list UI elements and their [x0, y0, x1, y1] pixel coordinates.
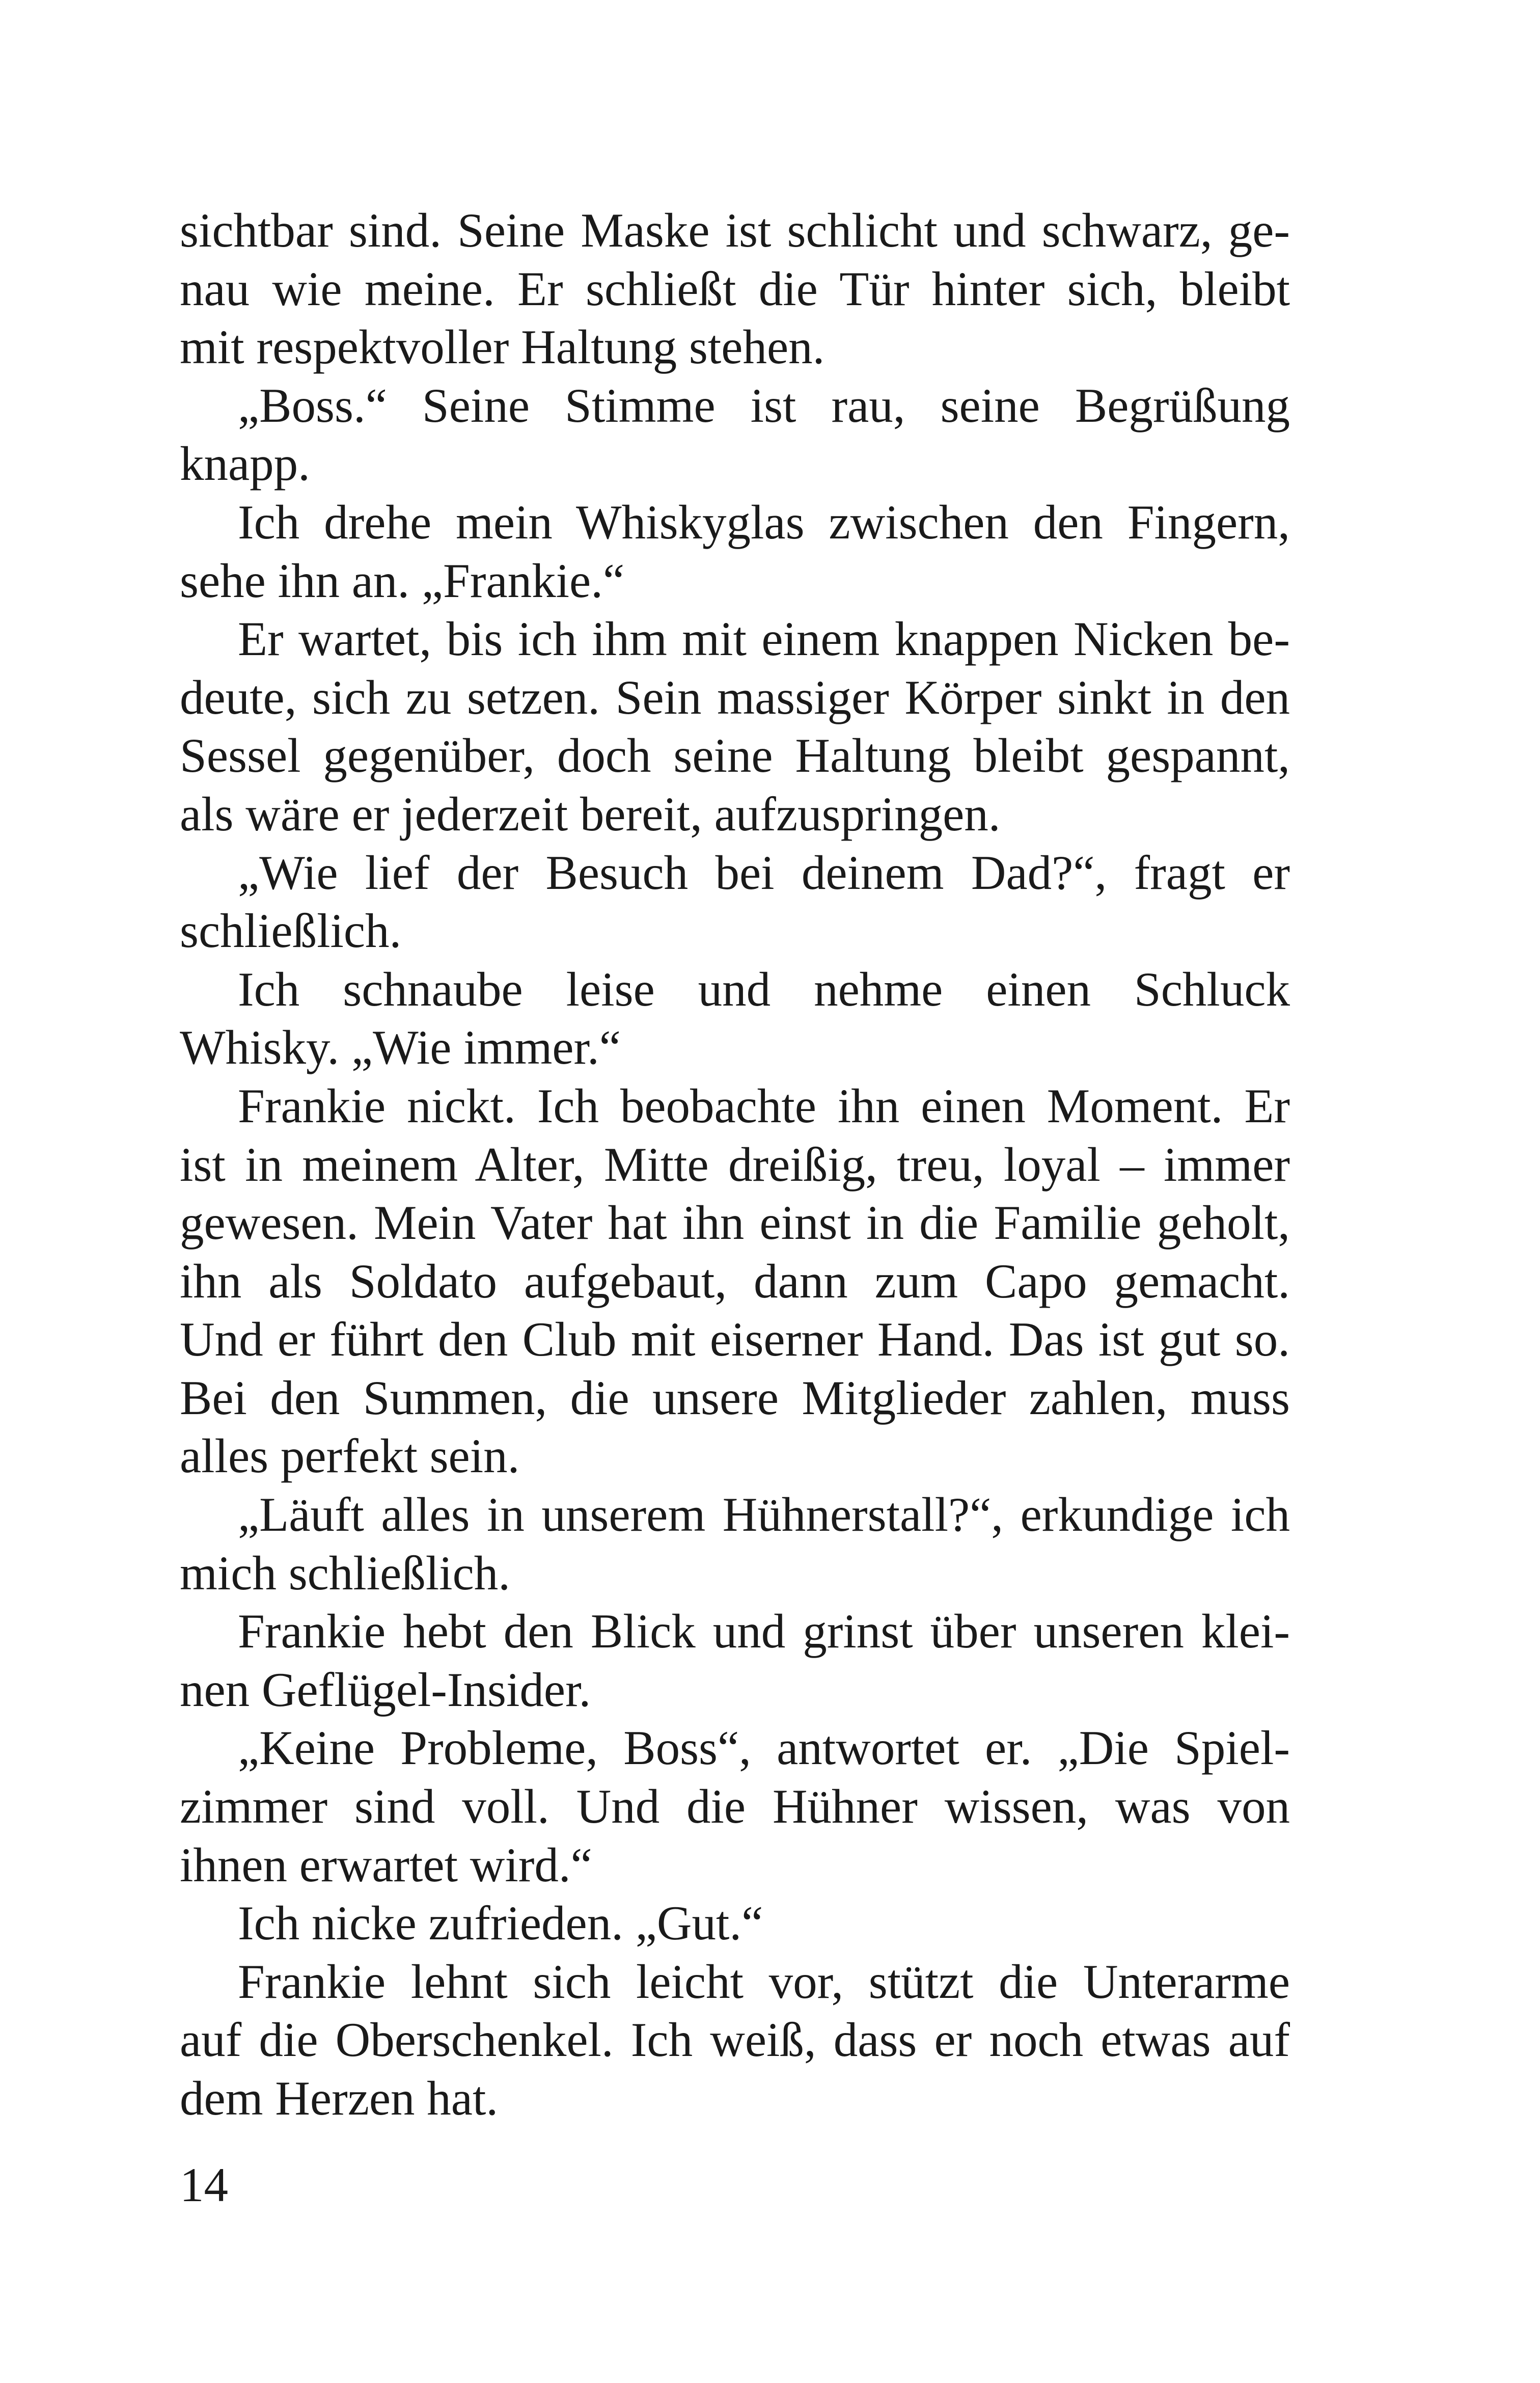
text-line: Er wartet, bis ich ihm mit einem knappen Nicken be-	[238, 612, 1290, 666]
text-line: sehe ihn an. „Frankie.“	[180, 553, 625, 608]
text-line: Frankie nickt. Ich beobachte ihn einen Moment. Er	[238, 1078, 1290, 1133]
text-line: Ich drehe mein Whiskyglas zwischen den Fingern,	[238, 495, 1290, 549]
text-line: knapp.	[180, 437, 310, 491]
text-line: nen Geflügel-Insider.	[180, 1662, 591, 1717]
text-line: dem Herzen hat.	[180, 2071, 499, 2125]
text-line: Whisky. „Wie immer.“	[180, 1020, 621, 1075]
text-line: auf die Oberschenkel. Ich weiß, dass er noch etwas auf	[180, 2013, 1290, 2067]
page-number: 14	[180, 2158, 228, 2212]
text-line: ihnen erwartet wird.“	[180, 1837, 592, 1892]
text-line: mich schließlich.	[180, 1546, 510, 1600]
text-line: ihn als Soldato aufgebaut, dann zum Capo gemacht.	[180, 1254, 1290, 1308]
text-line: sichtbar sind. Seine Maske ist schlicht und schwarz, ge-	[180, 203, 1290, 257]
text-line: schließlich.	[180, 904, 402, 958]
text-line: Ich schnaube leise und nehme einen Schluck	[238, 962, 1290, 1016]
text-line: Ich nicke zufrieden. „Gut.“	[238, 1896, 763, 1951]
text-line: alles perfekt sein.	[180, 1429, 520, 1483]
text-line: „Boss.“ Seine Stimme ist rau, seine Begrüßung	[238, 378, 1290, 432]
text-line: mit respektvoller Haltung stehen.	[180, 320, 825, 374]
text-line: Frankie hebt den Blick und grinst über unseren klei-	[238, 1604, 1290, 1659]
text-line: Bei den Summen, die unsere Mitglieder zahlen, muss	[180, 1370, 1290, 1425]
body-text	[180, 201, 1290, 2128]
text-line: Sessel gegenüber, doch seine Haltung bleibt gespannt,	[180, 728, 1290, 783]
text-line: „Keine Probleme, Boss“, antwortet er. „Die Spiel-	[238, 1721, 1290, 1775]
text-line: deute, sich zu setzen. Sein massiger Körper sinkt in den	[180, 670, 1290, 724]
text-line: „Läuft alles in unserem Hühnerstall?“, erkundige ich	[238, 1487, 1290, 1542]
text-line: Und er führt den Club mit eiserner Hand. Das ist gut so.	[180, 1312, 1290, 1367]
text-line: zimmer sind voll. Und die Hühner wissen, was von	[180, 1779, 1290, 1834]
text-line: nau wie meine. Er schließt die Tür hinter sich, bleibt	[180, 261, 1290, 316]
text-line: gewesen. Mein Vater hat ihn einst in die Familie geholt,	[180, 1196, 1290, 1250]
text-line: „Wie lief der Besuch bei deinem Dad?“, fragt er	[238, 845, 1290, 900]
text-line: ist in meinem Alter, Mitte dreißig, treu, loyal – immer	[180, 1137, 1290, 1192]
text-line: als wäre er jederzeit bereit, aufzuspringen.	[180, 787, 1001, 841]
text-line: Frankie lehnt sich leicht vor, stützt die Unterarme	[238, 1954, 1290, 2009]
